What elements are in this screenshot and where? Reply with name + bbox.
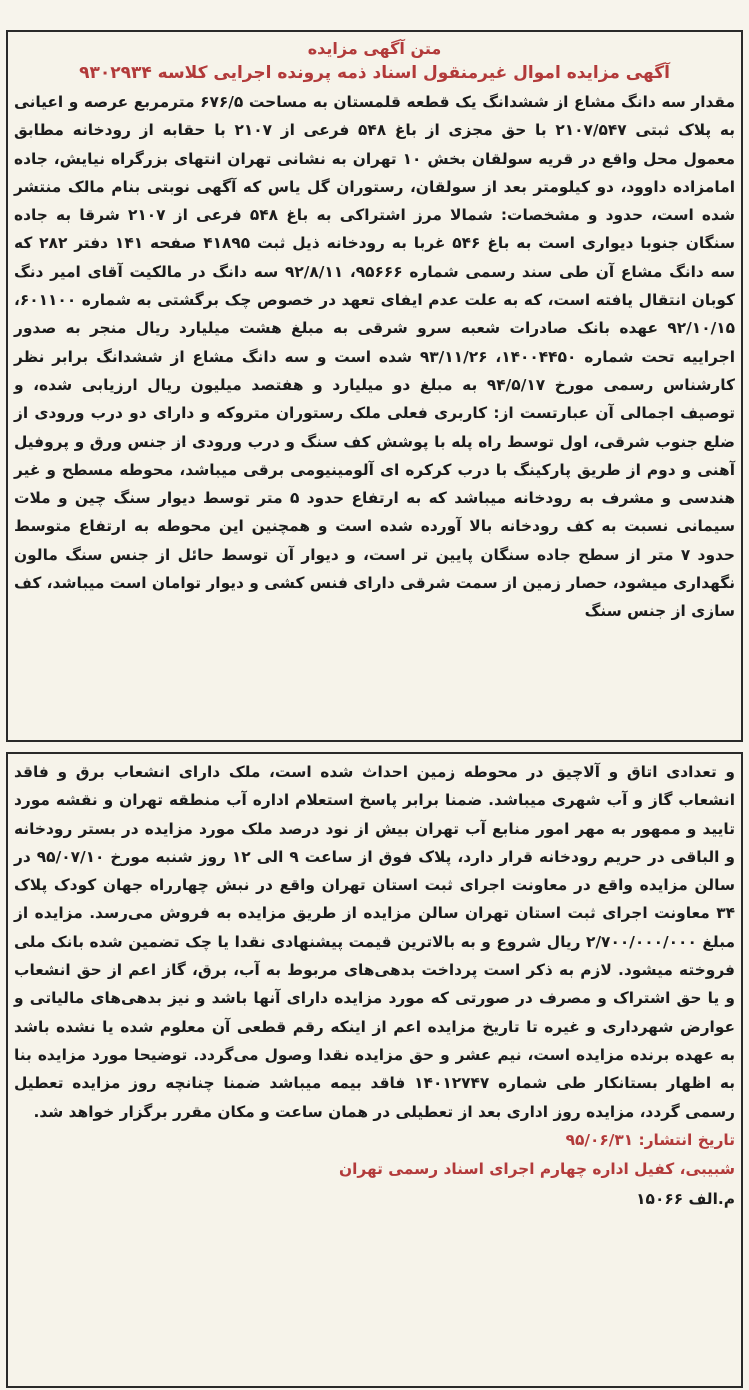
notice-column-1: [6, 30, 743, 742]
notice-body-part2: و تعدادی اتاق و آلاچیق در محوطه زمین احداث شده است، ملک دارای انشعاب برق و فاقد انشعاب گاز و آب شهری میباشد. ضمنا برابر پاسخ استعلام اداره آب منطقه تهران و نقشه مورد تایید و ممهور به مهر امور منابع آب تهران بیش از نود درصد ملک مورد مزایده در بستر رودخانه و الباقی در حریم رودخانه قرار دارد، پلاک فوق از ساعت ۹ الی ۱۲ روز شنبه مورخ ۹۵/۰۷/۱۰ در سالن مزایده واقع در معاونت اجرای ثبت استان تهران واقع در نبش چهارراه جهان کودک پلاک ۳۴ معاونت اجرای ثبت استان تهران سالن مزایده از طریق مزایده به فروش می‌رسد. مزایده از مبلغ ۲/۷۰۰/۰۰۰/۰۰۰ ریال شروع و به بالاترین قیمت پیشنهادی نقدا یا چک تضمین شده بانک ملی فروخته میشود. لازم به ذکر است پرداخت بدهی‌های مربوط به آب، برق، گاز اعم از حق انشعاب و یا حق اشتراک و مصرف در صورتی که مورد مزایده دارای آنها باشد و نیز بدهی‌های مالیاتی و عوارض شهرداری و غیره تا تاریخ مزایده اعم از اینکه رقم قطعی آن معلوم شده یا نشده باشد به عهده برنده مزایده است، نیم عشر و حق مزایده نقدا وصول می‌گردد. توضیحا مورد مزایده بنا به اظهار بستانکار طی شماره ۱۴۰۱۲۷۴۷ فاقد بیمه میباشد ضمنا چنانچه روز مزایده تعطیل رسمی گردد، مزایده روز اداری بعد از تعطیلی در همان ساعت و مکان مقرر برگزار خواهد شد.: [14, 763, 736, 1121]
notice-title: متن آگهی مزایده: [307, 39, 442, 58]
notice-subtitle: آگهی مزایده اموال غیرمنقول اسناد ذمه پرونده اجرایی کلاسه ۹۳۰۲۹۳۴: [79, 63, 670, 83]
signature: شبیبی، کفیل اداره چهارم اجرای اسناد رسمی تهران: [338, 1159, 735, 1178]
notice-column-2: [6, 752, 743, 1388]
notice-body-part1: مقدار سه دانگ مشاع از ششدانگ یک قطعه قلمستان به مساحت ۶۷۶/۵ مترمربع عرصه و اعیانی به پلاک ثبتی ۲۱۰۷/۵۴۷ با حق مجزی از باغ ۵۴۸ فرعی از ۲۱۰۷ با حقابه از رودخانه مطابق معمول محل واقع در قریه سولقان بخش ۱۰ تهران به نشانی تهران انتهای بزرگراه نیایش، جاده امامزاده داوود، دو کیلومتر بعد از سولقان، رستوران گل یاس که آگهی نوبتی بنام مالک منتشر شده است، حدود و مشخصات: شمالا مرز اشتراکی به باغ ۵۴۸ فرعی از ۲۱۰۷ شرقا به جاده سنگان جنوبا دیواری است به باغ ۵۴۶ غربا به رودخانه ذیل ثبت ۴۱۸۹۵ صفحه ۱۴۱ دفتر ۲۸۲ که سه دانگ مشاع آن طی سند رسمی شماره ۹۵۶۶۶، ۹۲/۸/۱۱ سه دانگ در مالکیت آقای امیر دنگ کوبان انتقال یافته است، که به علت عدم ایفای تعهد در خصوص چک برگشتی به شماره ۶۰۱۱۰۰، ۹۲/۱۰/۱۵ عهده بانک صادرات شعبه سرو شرقی به مبلغ هشت میلیارد ریال منجر به صدور اجراییه تحت شماره ۱۴۰۰۴۴۵۰، ۹۳/۱۱/۲۶ شده است و سه دانگ مشاع از ششدانگ برابر نظر کارشناس رسمی مورخ ۹۴/۵/۱۷ به مبلغ دو میلیارد و هفتصد میلیون ریال ارزیابی شده، و توصیف اجمالی آن عبارتست از: کاربری فعلی ملک رستوران متروکه و دارای دو درب ورودی از ضلع جنوب شرقی، اول توسط راه پله با پوشش کف سنگ و درب ورودی از جنس ورق و پروفیل آهنی و دوم از طریق پارکینگ با درب کرکره ای آلومینیومی برقی میباشد، محوطه مسطح و غیر هندسی و مشرف به رودخانه میباشد که به ارتفاع حدود ۵ متر توسط دیوار سنگ چین و ملات سیمانی نسبت به کف رودخانه بالا آورده شده است و همچنین این محوطه به ارتفاع متوسط حدود ۷ متر از سطح جاده سنگان پایین تر است، و دیوار آن توسط حائل از جنس سنگ مالون نگهداری میشود، حصار زمین از سمت شرقی دارای فنس کشی و دیوار توامان است میباشد، کف سازی از جنس سنگ: [14, 93, 736, 621]
publish-date: تاریخ انتشار: ۹۵/۰۶/۳۱: [565, 1130, 735, 1149]
reference-number: م.الف ۱۵۰۶۶: [636, 1189, 735, 1208]
top-margin: [0, 0, 749, 28]
